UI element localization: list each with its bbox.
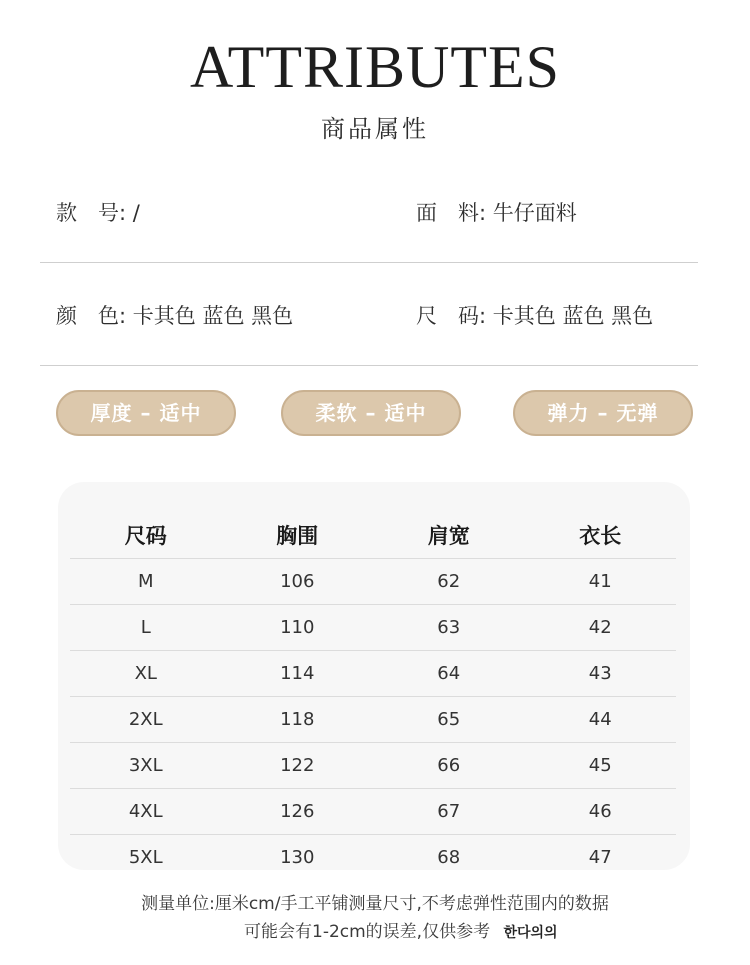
attr-size-label: 尺 码: xyxy=(416,304,487,328)
table-row xyxy=(70,789,676,835)
table-row xyxy=(70,605,676,651)
tag-elasticity: 弹力 – 无弹 xyxy=(513,390,693,436)
cell-length: 41 xyxy=(525,559,677,605)
cell-shoulder: 67 xyxy=(373,789,525,835)
cell-length: 47 xyxy=(588,847,612,868)
cell-chest: 126 xyxy=(222,789,374,835)
attr-color-label: 颜 色: xyxy=(56,304,127,328)
attr-style-no xyxy=(56,198,140,228)
tag-thickness: 厚度 – 适中 xyxy=(56,390,236,436)
cell-size: M xyxy=(70,559,222,605)
table-row xyxy=(70,559,676,605)
cell-shoulder: 63 xyxy=(373,605,525,651)
size-table xyxy=(70,512,676,880)
header-size: 尺码 xyxy=(70,512,222,559)
tolerance-note-text: 可能会有1-2cm的误差,仅供参考 xyxy=(244,922,491,942)
cell-size: 5XL xyxy=(128,847,163,868)
attr-fabric-value: 牛仔面料 xyxy=(492,201,577,225)
table-row xyxy=(70,835,676,881)
attr-fabric-label: 面 料: xyxy=(416,201,487,225)
cell-chest: 130 xyxy=(280,847,315,868)
page-subtitle: 商品属性 xyxy=(321,115,429,143)
page-title: ATTRIBUTES xyxy=(190,34,560,100)
brand-mark: 한다의의 xyxy=(503,925,558,941)
attr-color-value: 卡其色 蓝色 黑色 xyxy=(132,304,294,328)
attr-fabric xyxy=(416,198,577,228)
cell-chest: 118 xyxy=(222,697,374,743)
cell-length: 43 xyxy=(525,651,677,697)
attribute-row-1 xyxy=(40,172,698,263)
cell-length: 45 xyxy=(525,743,677,789)
cell-size: XL xyxy=(70,651,222,697)
attr-style-no-label: 款 号: xyxy=(56,201,127,225)
cell-length: 46 xyxy=(525,789,677,835)
cell-shoulder: 66 xyxy=(373,743,525,789)
attr-style-no-value: / xyxy=(132,201,140,225)
cell-chest: 106 xyxy=(222,559,374,605)
size-table-header xyxy=(70,512,676,559)
tolerance-note xyxy=(244,918,558,947)
cell-chest: 114 xyxy=(222,651,374,697)
cell-size: 4XL xyxy=(70,789,222,835)
cell-size: L xyxy=(70,605,222,651)
header-length: 衣长 xyxy=(525,512,677,559)
cell-size: 2XL xyxy=(70,697,222,743)
table-row xyxy=(70,697,676,743)
cell-length: 42 xyxy=(525,605,677,651)
cell-shoulder: 62 xyxy=(373,559,525,605)
feature-tags xyxy=(56,390,693,436)
cell-size: 3XL xyxy=(70,743,222,789)
cell-length: 44 xyxy=(525,697,677,743)
table-row xyxy=(70,651,676,697)
cell-shoulder: 68 xyxy=(437,847,461,868)
cell-shoulder: 64 xyxy=(373,651,525,697)
attr-size xyxy=(416,301,653,331)
cell-chest: 122 xyxy=(222,743,374,789)
cell-shoulder: 65 xyxy=(373,697,525,743)
header-chest: 胸围 xyxy=(222,512,374,559)
attr-color xyxy=(56,301,293,331)
cell-chest: 110 xyxy=(222,605,374,651)
header-shoulder: 肩宽 xyxy=(373,512,525,559)
tag-softness: 柔软 – 适中 xyxy=(281,390,461,436)
attribute-row-2 xyxy=(40,275,698,366)
measurement-note: 测量单位:厘米cm/手工平铺测量尺寸,不考虑弹性范围内的数据 xyxy=(141,894,609,914)
table-row xyxy=(70,743,676,789)
attr-size-value: 卡其色 蓝色 黑色 xyxy=(492,304,654,328)
size-chart-card xyxy=(58,482,690,870)
